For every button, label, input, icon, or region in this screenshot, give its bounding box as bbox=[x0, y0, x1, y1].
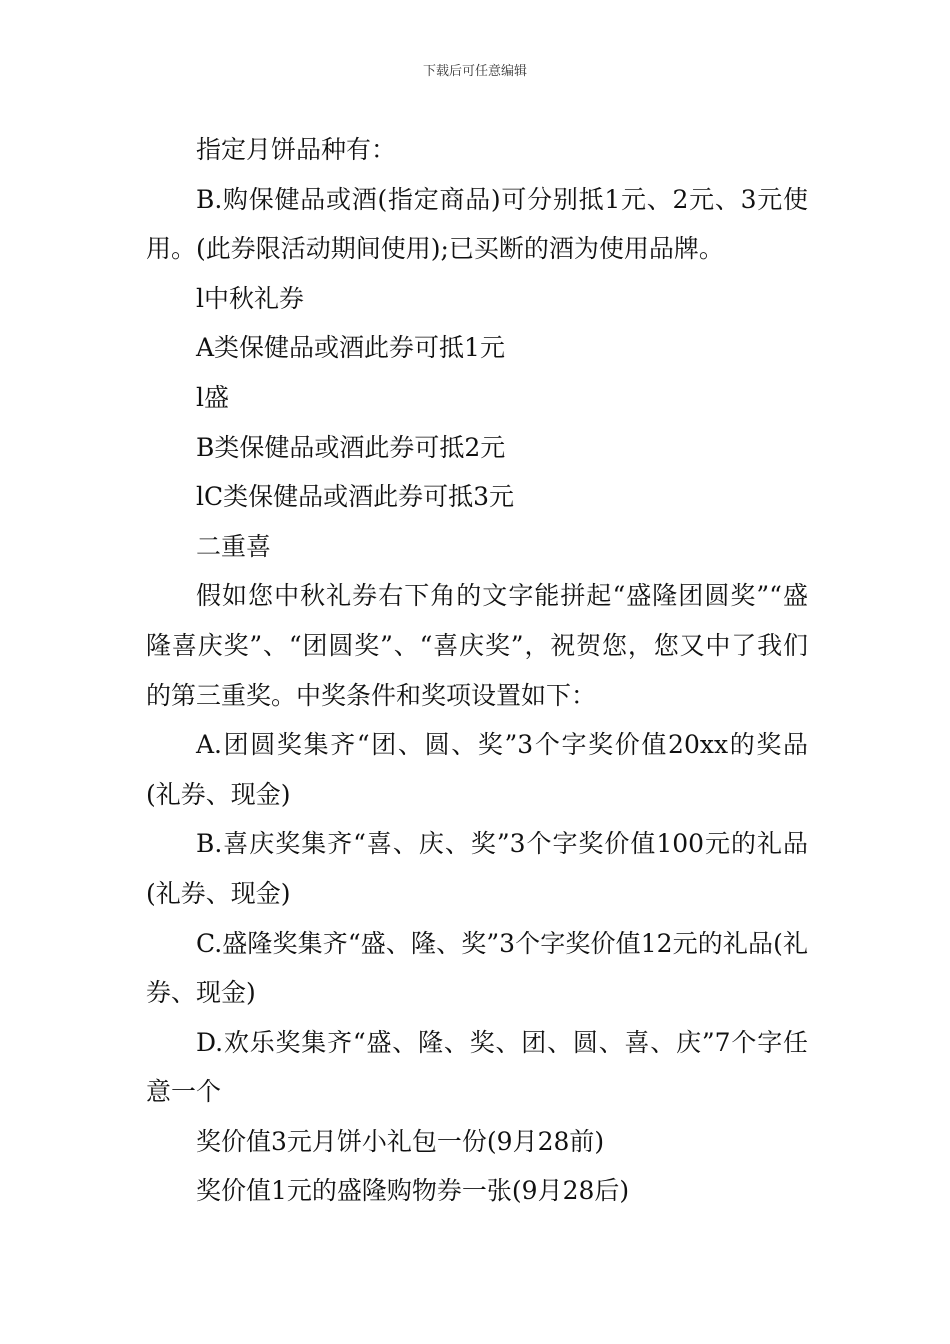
paragraph-second-joy-heading: 二重喜 bbox=[196, 531, 272, 561]
paragraph-gift-before: 奖价值3元月饼小礼包一份(9月28前) bbox=[196, 1126, 605, 1156]
paragraph-voucher-a: A类保健品或酒此券可抵1元 bbox=[196, 333, 505, 363]
paragraph-mid-autumn-voucher: l中秋礼券 bbox=[196, 283, 304, 313]
paragraph-designated-mooncakes: 指定月饼品种有： bbox=[196, 135, 397, 164]
paragraph-voucher-b: B类保健品或酒此券可抵2元 bbox=[196, 432, 506, 462]
paragraph-voucher-c: lC类保健品或酒此券可抵3元 bbox=[196, 482, 515, 512]
paragraph-gift-after: 奖价值1元的盛隆购物券一张(9月28后) bbox=[196, 1176, 630, 1206]
paragraph-sheng: l盛 bbox=[196, 382, 229, 412]
paragraph-third-prize-intro: 假如您中秋礼券右下角的文字能拼起“盛隆团圆奖”“盛隆喜庆奖”、“团圆奖”、“喜庆奖”，祝贺您，您又中了我们的第三重奖。中奖条件和奖项设置如下： bbox=[146, 581, 808, 710]
paragraph-prize-c: C.盛隆奖集齐“盛、隆、奖”3个字奖价值12元的礼品(礼券、现金) bbox=[146, 928, 808, 1008]
paragraph-prize-d: D.欢乐奖集齐“盛、隆、奖、团、圆、喜、庆”7个字任意一个 bbox=[146, 1027, 808, 1107]
page-header-note: 下载后可任意编辑 bbox=[422, 64, 527, 79]
document-body bbox=[146, 125, 808, 1216]
paragraph-prize-a: A.团圆奖集齐“团、圆、奖”3个字奖价值20xx的奖品(礼券、现金) bbox=[146, 730, 808, 809]
paragraph-prize-b: B.喜庆奖集齐“喜、庆、奖”3个字奖价值100元的礼品(礼券、现金) bbox=[146, 829, 808, 908]
paragraph-health-products-voucher: B.购保健品或酒(指定商品)可分别抵1元、2元、3元使用。(此券限活动期间使用);已买断的酒为使用品牌。 bbox=[146, 184, 808, 264]
